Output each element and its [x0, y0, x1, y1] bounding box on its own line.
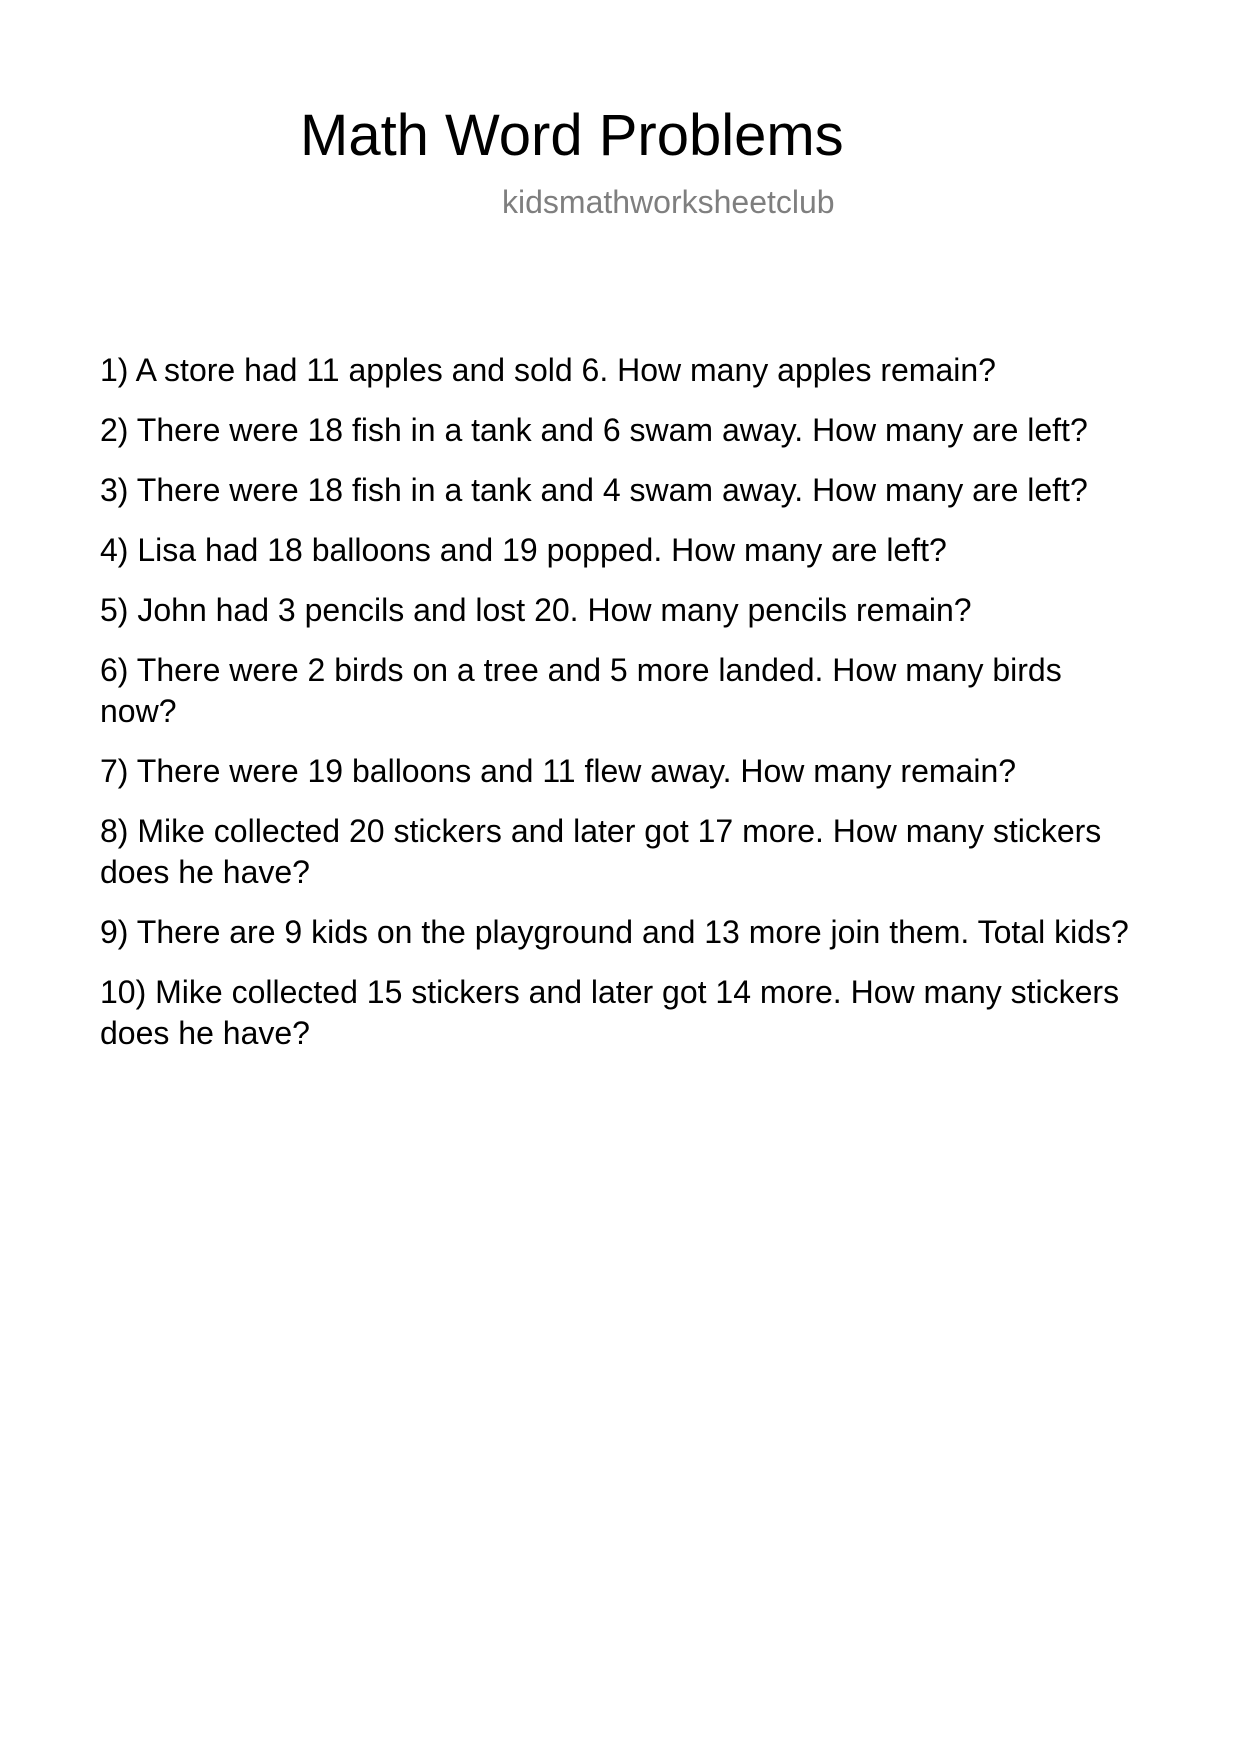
problem-10: 10) Mike collected 15 stickers and later got 14 more. How many stickers does he have? — [100, 974, 1120, 1051]
problem-2: 2) There were 18 fish in a tank and 6 swam away. How many are left? — [100, 412, 1088, 448]
problem-7: 7) There were 19 balloons and 11 flew away. How many remain? — [100, 753, 1017, 789]
page-title: Math Word Problems — [300, 103, 844, 168]
problem-4: 4) Lisa had 18 balloons and 19 popped. How many are left? — [100, 532, 947, 568]
problem-5: 5) John had 3 pencils and lost 20. How many pencils remain? — [100, 592, 972, 628]
problem-list — [100, 350, 1145, 1073]
problem-9: 9) There are 9 kids on the playground and 13 more join them. Total kids? — [100, 914, 1129, 950]
problem-6: 6) There were 2 birds on a tree and 5 more landed. How many birds now? — [100, 652, 1062, 729]
problem-3: 3) There were 18 fish in a tank and 4 swam away. How many are left? — [100, 472, 1088, 508]
problem-8: 8) Mike collected 20 stickers and later got 17 more. How many stickers does he have? — [100, 813, 1102, 890]
page-subtitle: kidsmathworksheetclub — [502, 184, 835, 220]
problem-1: 1) A store had 11 apples and sold 6. How many apples remain? — [100, 352, 996, 388]
